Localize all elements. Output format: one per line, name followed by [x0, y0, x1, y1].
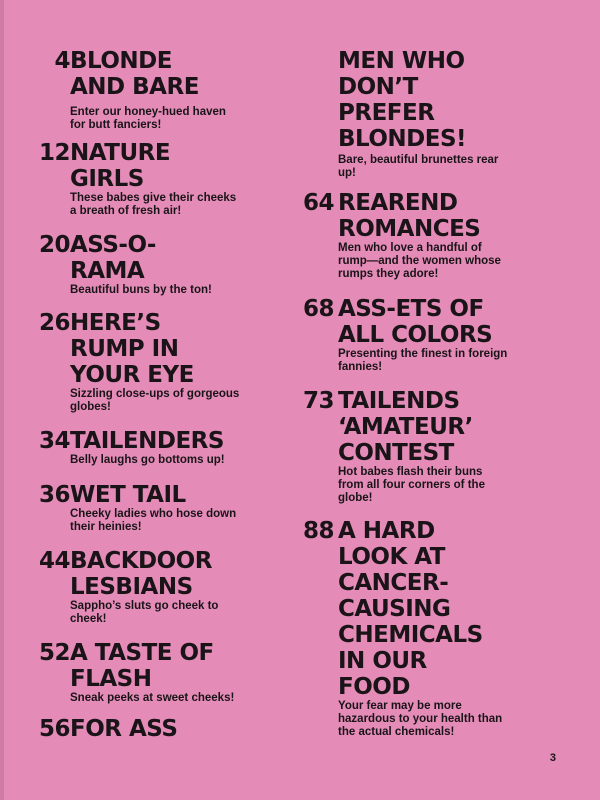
entry-page-number: 36 [38, 482, 70, 508]
entry-page-number: 88 [302, 518, 334, 544]
entry-title: BACKDOOR LESBIANS [70, 548, 212, 600]
entry-page-number: 73 [302, 388, 334, 414]
entry-description: Enter our honey-hued haven for butt fanciers! [70, 106, 226, 131]
entry-description: Presenting the finest in foreign fannies! [338, 348, 508, 373]
entry-page-number: 56 [38, 716, 70, 742]
page-number: 3 [549, 752, 556, 764]
entry-title: ASS-ETS OF ALL COLORS [338, 296, 493, 348]
entry-description: Hot babes flash their buns from all four corners of the globe! [338, 466, 485, 504]
entry-page-number: 44 [38, 548, 70, 574]
entry-description: Cheeky ladies who hose down their heinies! [70, 508, 237, 533]
entry-description: Sizzling close-ups of gorgeous globes! [70, 388, 240, 413]
entry-title: WET TAIL [70, 482, 186, 508]
entry-page-number: 26 [38, 310, 70, 336]
entry-description: Bare, beautiful brunettes rear up! [338, 154, 499, 179]
entry-description: Beautiful buns by the ton! [70, 284, 212, 296]
entry-page-number: 20 [38, 232, 70, 258]
entry-title: TAILENDERS [70, 428, 224, 454]
entry-description: These babes give their cheeks a breath of fresh air! [70, 192, 237, 217]
page-edge [0, 0, 4, 800]
entry-title: MEN WHO DON’T PREFER BLONDES! [338, 48, 467, 152]
entry-title: NATURE GIRLS [70, 140, 171, 192]
entry-title: A HARD LOOK AT CANCER- CAUSING CHEMICALS IN OUR FOOD [338, 518, 483, 700]
entry-page-number: 64 [302, 190, 334, 216]
entry-description: Your fear may be more hazardous to your health than the actual chemicals! [338, 700, 503, 738]
entry-title: FOR ASS [70, 716, 178, 742]
entry-title: ASS-O- RAMA [70, 232, 156, 284]
entry-page-number: 68 [302, 296, 334, 322]
entry-title: HERE’S RUMP IN YOUR EYE [70, 310, 194, 388]
entry-title: A TASTE OF FLASH [70, 640, 214, 692]
entry-description: Belly laughs go bottoms up! [70, 454, 225, 466]
entry-description: Sneak peeks at sweet cheeks! [70, 692, 235, 704]
entry-page-number: 34 [38, 428, 70, 454]
entry-title: BLONDE AND BARE [70, 48, 199, 100]
entry-title: TAILENDS ‘AMATEUR’ CONTEST [338, 388, 473, 466]
entry-description: Men who love a handful of rump—and the women whose rumps they adore! [338, 242, 501, 280]
entry-page-number: 52 [38, 640, 70, 666]
entry-page-number: 4 [54, 48, 70, 74]
entry-page-number: 12 [38, 140, 70, 166]
entry-title: REAREND ROMANCES [338, 190, 481, 242]
entry-description: Sappho’s sluts go cheek to cheek! [70, 600, 219, 625]
